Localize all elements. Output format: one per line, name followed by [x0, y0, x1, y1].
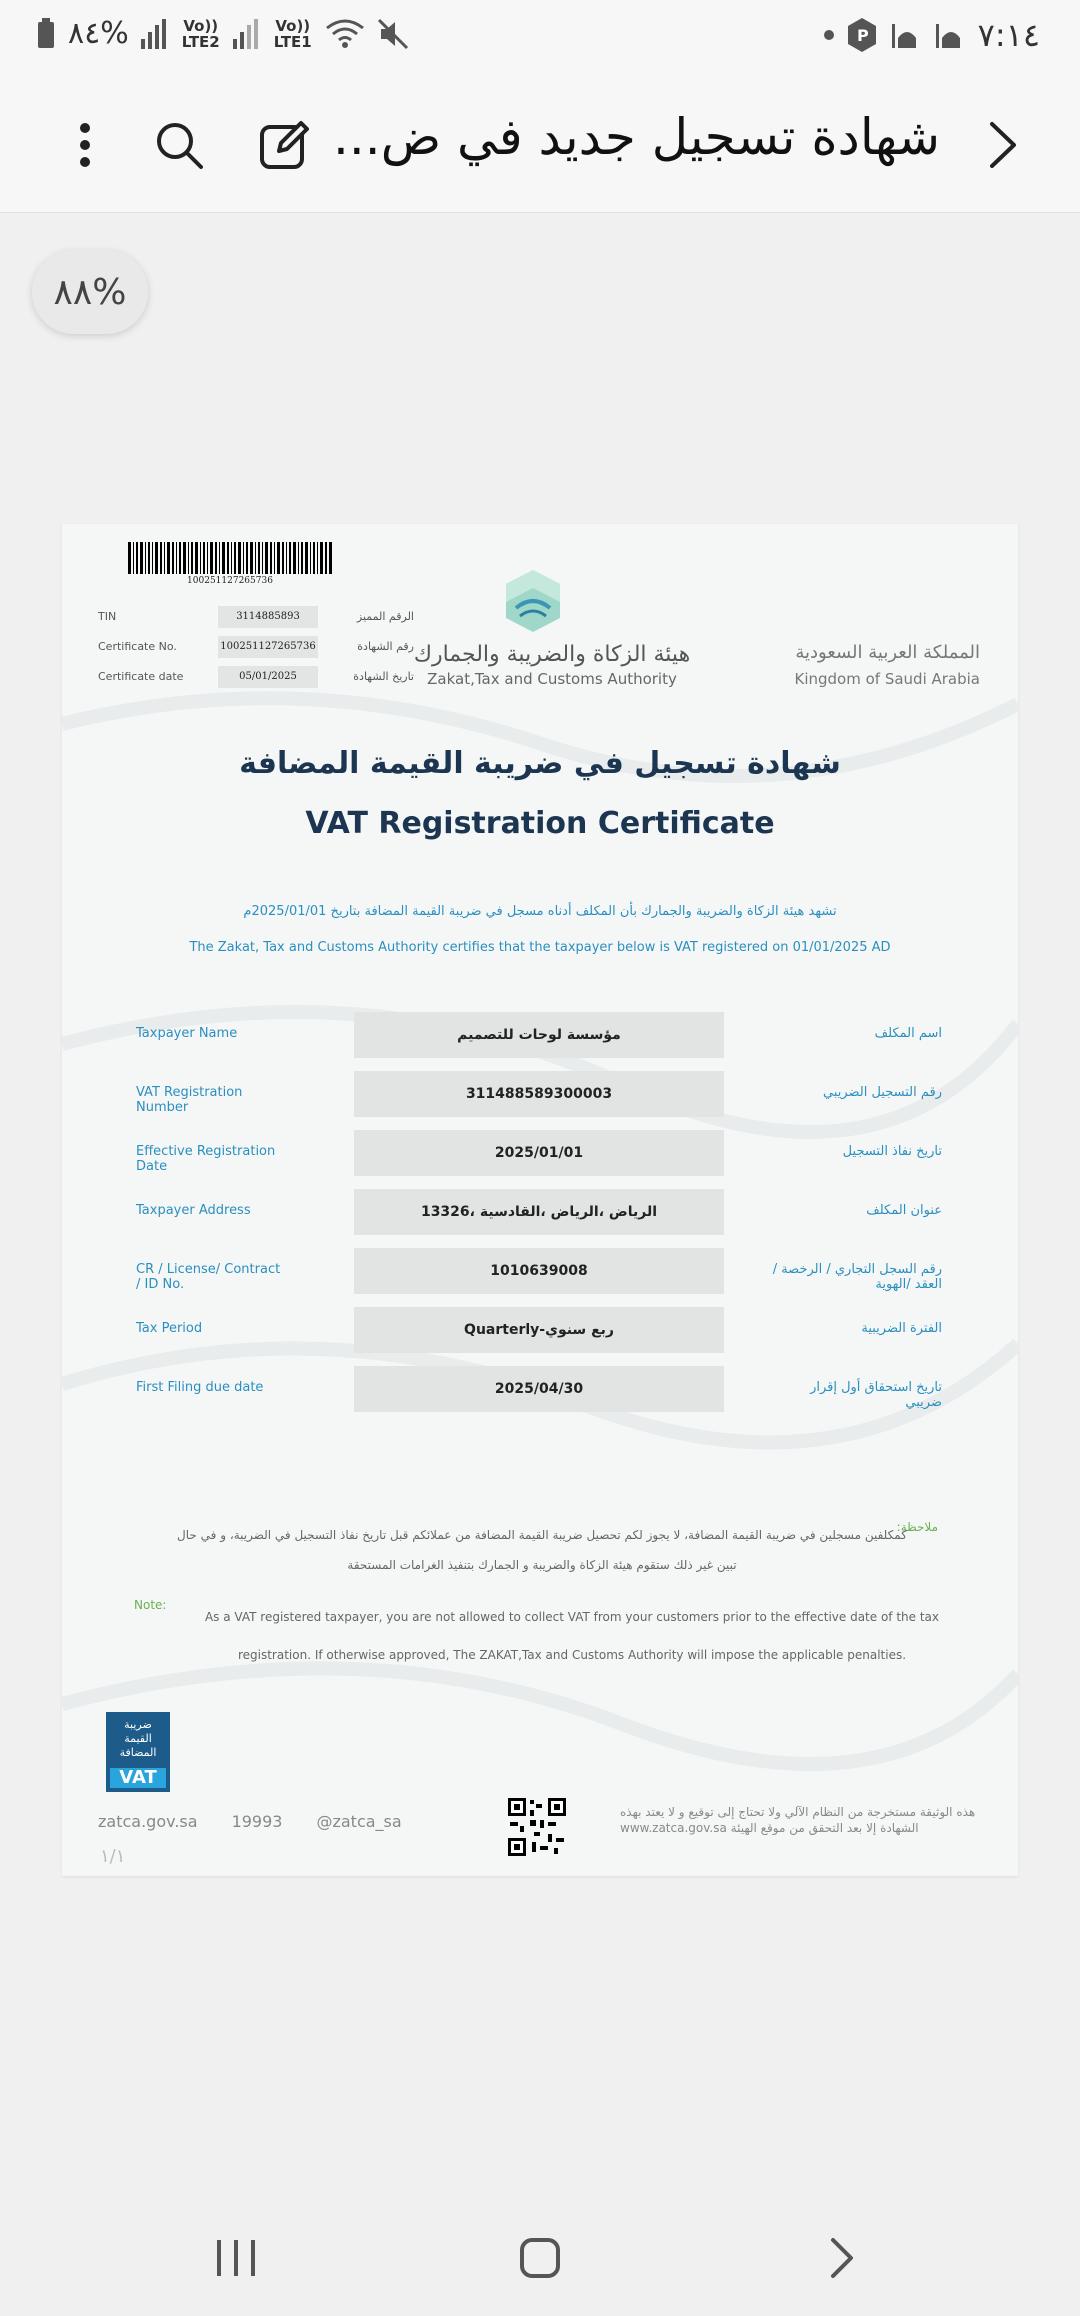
- kingdom-name-en: Kingdom of Saudi Arabia: [794, 670, 980, 688]
- field-value: 2025/04/30: [354, 1366, 724, 1412]
- certificate-date-label-en: Certificate date: [98, 670, 184, 683]
- vat-logo-ar: ضريبة القيمة المضافة: [119, 1718, 157, 1759]
- field-row-cr-number: [62, 1248, 1018, 1294]
- field-label-ar: رقم التسجيل الضريبي: [822, 1085, 942, 1100]
- wifi-icon: [325, 18, 365, 50]
- footer-website: zatca.gov.sa: [98, 1812, 198, 1831]
- footer-handle: @zatca_sa: [316, 1812, 402, 1831]
- tin-label-en: TIN: [98, 610, 117, 623]
- field-value: ربع سنوي-Quarterly: [354, 1307, 724, 1353]
- field-row-tax-period: [62, 1307, 1018, 1353]
- navigation-bar: [0, 2200, 1080, 2316]
- field-row-first-filing: [62, 1366, 1018, 1412]
- field-label-ar: اسم المكلف: [874, 1026, 942, 1041]
- back-button[interactable]: [970, 112, 1036, 178]
- authority-name-en: Zakat,Tax and Customs Authority: [427, 670, 677, 688]
- authority-name-ar: هيئة الزكاة والضريبة والجمارك: [413, 642, 691, 667]
- app-p-icon: [848, 18, 876, 52]
- signal-icon-2: [141, 19, 169, 49]
- field-label-ar: الفترة الضريبية: [861, 1321, 942, 1336]
- certification-statement-en: The Zakat, Tax and Customs Authority certifies that the taxpayer below is VAT registered on 01/01/2025 AD: [189, 940, 891, 955]
- barcode: [128, 542, 332, 574]
- recent-apps-button[interactable]: [206, 2228, 266, 2288]
- qr-code-icon: [508, 1798, 566, 1856]
- field-label-en: Effective Registration Date: [136, 1144, 276, 1174]
- document-page[interactable]: [62, 524, 1018, 1876]
- edit-button[interactable]: [252, 112, 318, 178]
- more-vertical-icon: [79, 122, 91, 168]
- field-label-ar: عنوان المكلف: [866, 1203, 942, 1218]
- home-icon: [519, 2237, 561, 2279]
- field-label-en: VAT Registration Number: [136, 1085, 243, 1115]
- svg-text:P: P: [856, 26, 869, 45]
- page-title: شهادة تسجيل جديد في ض...: [333, 108, 940, 166]
- barcode-icon: [128, 542, 332, 574]
- edit-icon: [259, 119, 311, 171]
- footer-contacts: [98, 1812, 402, 1831]
- field-label-ar: تاريخ نفاذ التسجيل: [842, 1144, 942, 1159]
- mute-icon: [377, 18, 411, 50]
- more-options-button[interactable]: [52, 112, 118, 178]
- note-text-en: As a VAT registered taxpayer, you are not allowed to collect VAT from your customers prior to the effective date of the tax registration. If otherwise approved, The ZAKAT,Tax and Customs Authority will impose the applicable penalties.: [204, 1610, 940, 1662]
- mosque-icon: [890, 20, 920, 50]
- notification-dot-icon: [824, 30, 834, 40]
- field-label-ar: تاريخ استحقاق أول إقرار ضريبي: [810, 1380, 942, 1410]
- field-row-address: [62, 1189, 1018, 1235]
- field-row-vat-number: [62, 1071, 1018, 1117]
- status-left: [36, 16, 411, 51]
- vat-logo-en: VAT: [110, 1768, 166, 1788]
- zatca-logo-icon: [502, 568, 564, 634]
- page-number: ١/١: [100, 1846, 126, 1867]
- mosque-icon-2: [934, 20, 964, 50]
- field-label-en: CR / License/ Contract / ID No.: [136, 1262, 281, 1292]
- certificate-no-value: 100251127265736: [218, 636, 318, 658]
- note-label-ar: ملاحظة:: [896, 1520, 938, 1534]
- field-value: 2025/01/01: [354, 1130, 724, 1176]
- status-bar: [0, 0, 1080, 78]
- footer-phone: 19993: [231, 1812, 283, 1831]
- lte1-label: Vo)) LTE1: [273, 16, 312, 51]
- field-label-ar: رقم السجل التجاري / الرخصة / العقد /الهوية: [772, 1262, 942, 1292]
- certificate-date-value: 05/01/2025: [218, 666, 318, 688]
- certificate-date-label-ar: تاريخ الشهادة: [353, 670, 414, 683]
- tin-value: 3114885893: [218, 606, 318, 628]
- zoom-level-badge: ٨٨%: [32, 250, 148, 334]
- search-icon: [154, 120, 204, 170]
- field-label-en: Taxpayer Name: [136, 1026, 238, 1041]
- field-value: مؤسسة لوحات للتصميم: [354, 1012, 724, 1058]
- clock: ٧:١٤: [977, 16, 1040, 54]
- signal-icon-1: [233, 19, 261, 49]
- note-text-ar: كمكلفين مسجلين في ضريبة القيمة المضافة، لا يجوز لكم تحصيل ضريبة القيمة المضافة من عملائكم قبل تاريخ نفاذ التسجيل في الضريبة، و في حال تبين غير ذلك ستقوم هيئة الزكاة والضريبة و الجمارك بتنفيذ الغرامات المستحقة: [177, 1528, 907, 1572]
- kingdom-name-ar: المملكة العربية السعودية: [795, 642, 980, 663]
- home-button[interactable]: [510, 2228, 570, 2288]
- status-right: [824, 16, 1040, 54]
- field-label-en: Tax Period: [136, 1321, 203, 1336]
- field-value: 1010639008: [354, 1248, 724, 1294]
- field-row-taxpayer-name: [62, 1012, 1018, 1058]
- field-value: الرياض ،الرياض ،القادسية ،13326: [354, 1189, 724, 1235]
- field-value: 311488589300003: [354, 1071, 724, 1117]
- chevron-right-icon: [988, 120, 1018, 170]
- battery-percent: ٨٤%: [68, 16, 129, 51]
- note-label-en: Note:: [134, 1598, 167, 1612]
- certificate-title-ar: شهادة تسجيل في ضريبة القيمة المضافة: [239, 746, 841, 781]
- lte2-label: Vo)) LTE2: [181, 16, 220, 51]
- battery-icon: [36, 18, 56, 50]
- certificate-no-label-en: Certificate No.: [98, 640, 177, 653]
- chevron-right-icon: [829, 2236, 855, 2280]
- field-label-en: First Filing due date: [136, 1380, 264, 1395]
- barcode-number: 100251127265736: [187, 576, 273, 586]
- certification-statement-ar: تشهد هيئة الزكاة والضريبة والجمارك بأن المكلف أدناه مسجل في ضريبة القيمة المضافة بتاريخ 2025/01/01م: [243, 904, 837, 919]
- certificate-no-label-ar: رقم الشهادة: [357, 640, 414, 653]
- search-button[interactable]: [146, 112, 212, 178]
- tin-label-ar: الرقم المميز: [356, 610, 414, 623]
- recent-apps-icon: [215, 2238, 257, 2278]
- footer-disclaimer: هذه الوثيقة مستخرجة من النظام الآلي ولا تحتاج إلى توقيع و لا يعتد بهذه الشهادة إلا بعد التحقق من موقع الهيئة www.zatca.gov.sa: [620, 1805, 976, 1835]
- back-nav-button[interactable]: [812, 2228, 872, 2288]
- field-label-en: Taxpayer Address: [136, 1203, 251, 1218]
- field-row-effective-date: [62, 1130, 1018, 1176]
- app-bar: [0, 78, 1080, 213]
- certificate-title-en: VAT Registration Certificate: [305, 806, 775, 841]
- vat-logo: [106, 1712, 170, 1792]
